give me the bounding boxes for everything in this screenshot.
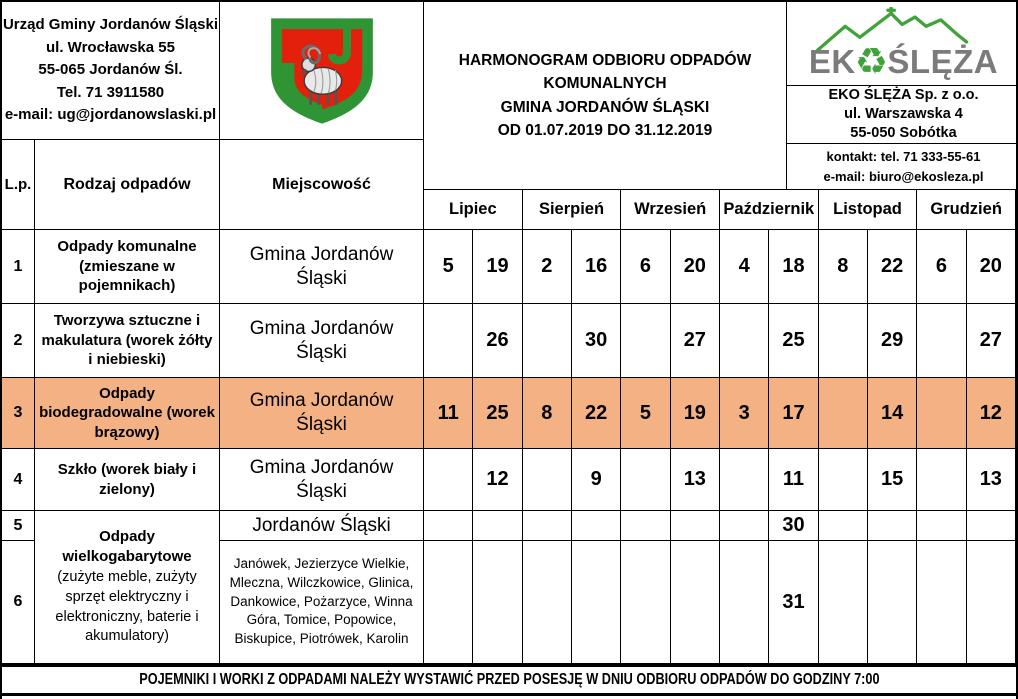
day-cell: 17: [769, 378, 818, 449]
day-cell: [523, 304, 572, 378]
day-cell: [424, 304, 473, 378]
day-cell: [523, 541, 572, 664]
row-lp: 2: [2, 304, 35, 378]
company-contact: [787, 144, 1018, 190]
day-cell: 8: [523, 378, 572, 449]
day-cell: 15: [868, 449, 917, 511]
title-line-1: HARMONOGRAM ODBIORU ODPADÓW: [458, 52, 752, 69]
place-cell: [220, 541, 424, 664]
row-lp: 1: [2, 230, 35, 304]
office-phone: Tel. 71 3911580: [56, 83, 165, 101]
day-cell: [917, 449, 966, 511]
waste-type-cell-bulky: [35, 511, 220, 664]
day-cell: [720, 511, 769, 541]
office-street: ul. Wrocławska 55: [46, 38, 175, 56]
logo-wordmark: [808, 40, 999, 83]
day-cell: [572, 511, 621, 541]
day-cell: 30: [769, 511, 818, 541]
municipality-crest: [220, 2, 424, 140]
day-cell: [819, 378, 868, 449]
day-cell: [819, 304, 868, 378]
day-cell: [917, 511, 966, 541]
month-header: Sierpień: [523, 190, 622, 230]
day-cell: 11: [424, 378, 473, 449]
company-logo: [787, 2, 1018, 86]
place-cell: [220, 449, 424, 511]
day-cell: 14: [868, 378, 917, 449]
month-header-row: [424, 190, 1016, 230]
month-header: Grudzień: [917, 190, 1016, 230]
row-lp: 4: [2, 449, 35, 511]
title-line-4: OD 01.07.2019 DO 31.12.2019: [497, 121, 713, 139]
company-city: 55-050 Sobótka: [850, 124, 957, 141]
office-name: Urząd Gminy Jordanów Śląski: [2, 16, 219, 34]
day-cell: 8: [819, 230, 868, 304]
bulky-type-bold: Odpady wielkogabarytowe: [62, 528, 192, 565]
title-line-2: KOMUNALNYCH: [543, 75, 667, 93]
waste-type-cell: Odpady komunalne (zmieszane w pojemnikach): [35, 230, 220, 304]
day-cell: 3: [720, 378, 769, 449]
day-cell: 27: [967, 304, 1016, 378]
day-cell: [473, 541, 522, 664]
day-cell: [424, 511, 473, 541]
day-cell: 25: [473, 378, 522, 449]
waste-type-cell: Odpady biodegradowalne (worek brązowy): [35, 378, 220, 449]
footer-notice-bar: [2, 664, 1016, 696]
day-cell: 12: [473, 449, 522, 511]
logo-text-sleza: ŚLĘŻA: [887, 43, 999, 80]
place-text: Gmina Jordanów Śląski: [249, 456, 394, 502]
place-text: Jordanów Śląski: [252, 514, 391, 536]
company-name: EKO ŚLĘŻA Sp. z o.o.: [828, 87, 979, 104]
day-cell: 16: [572, 230, 621, 304]
title-line-3: GMINA JORDANÓW ŚLĄSKI: [500, 98, 710, 116]
place-cell: [220, 511, 424, 541]
day-cell: 5: [621, 378, 670, 449]
coat-of-arms-icon: [264, 9, 380, 133]
day-cell: 22: [572, 378, 621, 449]
month-header: Październik: [720, 190, 819, 230]
month-header: Lipiec: [424, 190, 523, 230]
footer-notice: POJEMNIKI I WORKI Z ODPADAMI NALEŻY WYSTAWIĆ PRZED POSESJĘ W DNIU ODBIORU ODPADÓW DO GODZINY 7:00: [138, 671, 880, 688]
day-cell: 19: [473, 230, 522, 304]
row-lp: 3: [2, 378, 35, 449]
day-cell: [967, 511, 1016, 541]
month-header: Listopad: [819, 190, 918, 230]
day-cell: [868, 541, 917, 664]
day-cell: 26: [473, 304, 522, 378]
day-cell: 25: [769, 304, 818, 378]
day-cell: 13: [671, 449, 720, 511]
day-cell: [473, 511, 522, 541]
place-text: Gmina Jordanów Śląski: [249, 243, 394, 289]
day-cell: [720, 449, 769, 511]
company-address: [787, 86, 1018, 144]
day-cell: 6: [917, 230, 966, 304]
day-cell: 6: [621, 230, 670, 304]
company-street: ul. Warszawska 4: [844, 106, 963, 123]
schedule-title: [424, 2, 787, 190]
day-cell: 20: [967, 230, 1016, 304]
place-text: Gmina Jordanów Śląski: [249, 317, 394, 363]
col-header-waste-type: Rodzaj odpadów: [35, 140, 220, 230]
day-cell: 9: [572, 449, 621, 511]
day-cell: [917, 541, 966, 664]
day-cell: [621, 541, 670, 664]
day-cell: 13: [967, 449, 1016, 511]
company-email: e-mail: biuro@ekosleza.pl: [823, 168, 984, 184]
waste-type-cell: Szkło (worek biały i zielony): [35, 449, 220, 511]
day-cell: 19: [671, 378, 720, 449]
day-cell: [621, 449, 670, 511]
day-cell: [967, 541, 1016, 664]
schedule-table: [2, 230, 1016, 664]
day-cell: 4: [720, 230, 769, 304]
day-cell: [424, 449, 473, 511]
office-city: 55-065 Jordanów Śl.: [38, 61, 183, 79]
day-cell: [424, 541, 473, 664]
day-cell: 22: [868, 230, 917, 304]
day-cell: [671, 511, 720, 541]
day-cell: 5: [424, 230, 473, 304]
day-cell: [572, 541, 621, 664]
day-cell: 27: [671, 304, 720, 378]
logo-text-ek: EK: [808, 43, 856, 80]
day-cell: [523, 449, 572, 511]
place-text: Janówek, Jezierzyce Wielkie, Mleczna, Wilczkowice, Glinica, Dankowice, Pożarzyce, Winna Góra, Tomice, Popowice, Biskupice, Piotrówek, Karolin: [229, 555, 414, 647]
place-cell: [220, 230, 424, 304]
day-cell: [621, 511, 670, 541]
day-cell: [720, 541, 769, 664]
day-cell: [819, 511, 868, 541]
place-cell: [220, 304, 424, 378]
day-cell: 30: [572, 304, 621, 378]
waste-type-cell: Tworzywa sztuczne i makulatura (worek żółty i niebieski): [35, 304, 220, 378]
company-phone: kontakt: tel. 71 333-55-61: [826, 149, 981, 164]
day-cell: [868, 511, 917, 541]
day-cell: [671, 541, 720, 664]
day-cell: [621, 304, 670, 378]
day-cell: 18: [769, 230, 818, 304]
day-cell: 29: [868, 304, 917, 378]
day-cell: 2: [523, 230, 572, 304]
day-cell: [917, 304, 966, 378]
day-cell: 12: [967, 378, 1016, 449]
place-text: Gmina Jordanów Śląski: [249, 390, 394, 435]
bulky-type-detail: (zużyte meble, zużyty sprzęt elektryczny i elektroniczny, baterie i akumulatory): [55, 569, 199, 645]
row-lp: 5: [2, 511, 35, 541]
recycle-icon: ♻: [854, 40, 889, 83]
day-cell: 20: [671, 230, 720, 304]
row-lp: 6: [2, 541, 35, 664]
day-cell: 31: [769, 541, 818, 664]
col-header-lp: L.p.: [2, 140, 35, 230]
office-email: e-mail: ug@jordanowslaski.pl: [4, 106, 217, 124]
day-cell: [720, 304, 769, 378]
office-address: [2, 2, 220, 140]
day-cell: [523, 511, 572, 541]
col-header-place: Miejscowość: [220, 140, 424, 230]
day-cell: 11: [769, 449, 818, 511]
day-cell: [917, 378, 966, 449]
day-cell: [819, 541, 868, 664]
day-cell: [819, 449, 868, 511]
place-cell: [220, 378, 424, 449]
month-header: Wrzesień: [621, 190, 720, 230]
